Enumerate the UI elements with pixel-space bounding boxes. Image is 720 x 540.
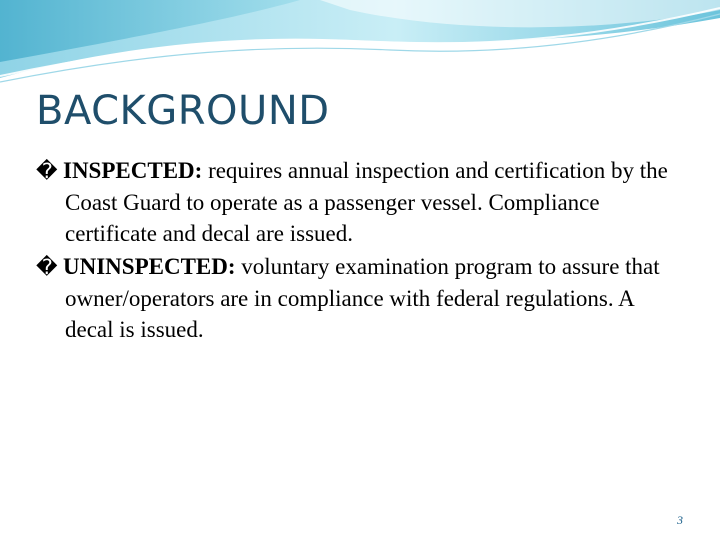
bullet-term: INSPECTED: <box>63 158 203 183</box>
bullet-text: voluntary examination program to assure that owner/operators are in compliance with federal regulations. A decal is issued. <box>65 254 660 342</box>
bullet-icon: � <box>36 255 58 279</box>
bullet-item-inspected <box>36 155 686 249</box>
bullet-list <box>36 155 686 347</box>
bullet-text: requires annual inspection and certification by the Coast Guard to operate as a passenger vessel. Compliance certificate and decal are issued. <box>65 158 668 246</box>
bullet-icon: � <box>36 159 58 183</box>
bullet-item-uninspected <box>36 251 686 345</box>
page-number: 3 <box>677 513 683 527</box>
slide-title: BACKGROUND <box>36 88 330 134</box>
bullet-term: UNINSPECTED: <box>63 254 236 279</box>
header-wave-decoration <box>0 0 720 90</box>
